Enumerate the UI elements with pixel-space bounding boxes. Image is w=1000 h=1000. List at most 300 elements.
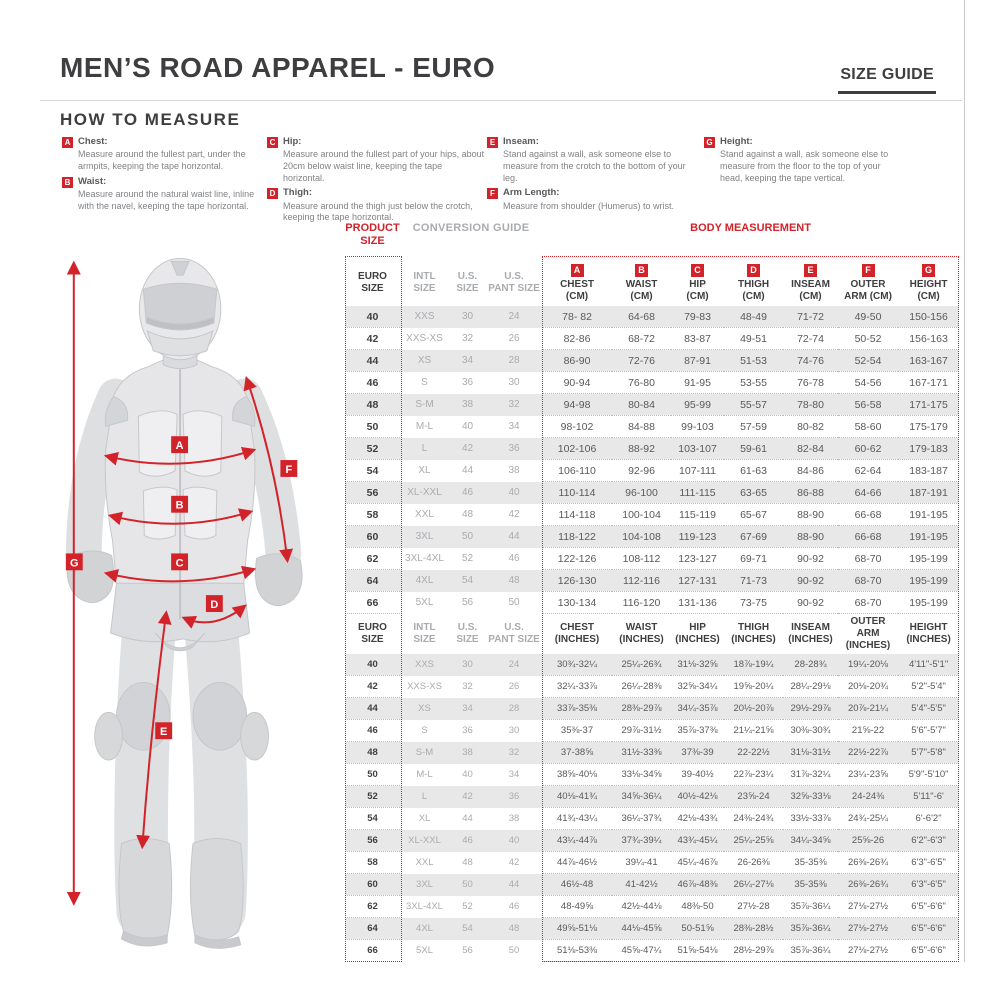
size-value-cell: 48-49 xyxy=(724,306,783,328)
euro-size-cell: 48 xyxy=(345,394,400,416)
size-value-cell: 38 xyxy=(449,394,486,416)
size-value-cell: 106-110 xyxy=(542,460,612,482)
size-value-cell: 43¾-45¼ xyxy=(671,830,724,852)
measure-item-header xyxy=(62,176,265,188)
cm-row-50 xyxy=(345,416,959,438)
size-value-cell: 30 xyxy=(508,725,520,736)
size-value-cell: 19⅝-20¼ xyxy=(724,676,783,698)
size-value-cell: 32 xyxy=(486,742,542,764)
header-divider xyxy=(40,100,962,101)
size-value-cell: 5'6"-5'7" xyxy=(898,720,959,742)
size-value-cell: 46 xyxy=(449,830,486,852)
size-value-cell: 28-28¾ xyxy=(783,654,838,676)
cm-row-40 xyxy=(345,306,959,328)
column-header-thigh: THIGH (INCHES) xyxy=(724,614,783,655)
size-value-cell: 191-195 xyxy=(898,504,959,526)
size-value-cell: XL xyxy=(418,465,431,476)
size-value-cell: XXL xyxy=(415,857,434,868)
column-header-u-s-: U.S. PANT SIZE xyxy=(486,614,542,655)
cm-row-56 xyxy=(345,482,959,504)
size-value-cell: 42 xyxy=(508,509,520,520)
size-value-cell: 150-156 xyxy=(898,306,959,328)
euro-size-cell: 54 xyxy=(345,808,400,830)
size-value-cell: 31½-33⅜ xyxy=(612,742,671,764)
measure-column xyxy=(267,136,485,227)
size-value-cell: 18⅞-19¼ xyxy=(724,654,783,676)
euro-size-cell: 60 xyxy=(345,526,400,548)
size-value-cell: XXL xyxy=(415,509,434,520)
column-header-height: HEIGHT (INCHES) xyxy=(898,614,959,655)
size-value-cell: 84-88 xyxy=(612,416,671,438)
size-value-cell: 46 xyxy=(508,901,520,912)
size-value-cell: 6'5"-6'6" xyxy=(898,896,959,918)
size-value-cell: 50-52 xyxy=(838,328,898,350)
letter-badge-d: D xyxy=(267,188,278,199)
figure-label-b: B xyxy=(175,499,184,512)
column-header-intl: INTL SIZE xyxy=(400,614,449,655)
size-value-cell: 26 xyxy=(508,333,520,344)
size-value-cell: 48 xyxy=(462,857,473,868)
inches-row-52 xyxy=(345,786,959,808)
inches-row-56 xyxy=(345,830,959,852)
size-value-cell: 60-62 xyxy=(838,438,898,460)
measure-item-header xyxy=(62,136,265,148)
inches-row-54 xyxy=(345,808,959,830)
measure-item-header xyxy=(487,187,702,199)
figure-label-c: C xyxy=(175,557,184,570)
size-value-cell: 127-131 xyxy=(671,570,724,592)
euro-size-cell: 42 xyxy=(345,676,400,698)
size-value-cell: S xyxy=(421,725,428,736)
measure-item-header xyxy=(704,136,904,148)
size-value-cell: 22-22½ xyxy=(724,742,783,764)
measure-item-header xyxy=(267,136,485,148)
euro-size-cell: 66 xyxy=(345,592,400,614)
size-value-cell: 36 xyxy=(461,377,474,388)
measure-item-e xyxy=(487,136,702,184)
size-value-cell: 69-71 xyxy=(724,548,783,570)
size-value-cell: 28⅜-28½ xyxy=(724,918,783,940)
euro-size-cell: 58 xyxy=(345,852,400,874)
size-value-cell: 43¼-44⅞ xyxy=(542,830,612,852)
size-value-cell: 88-92 xyxy=(612,438,671,460)
size-value-cell: 30¾-32¼ xyxy=(542,654,612,676)
column-header-thigh: D THIGH (CM) xyxy=(737,264,770,302)
section-header-body_measurement: BODY MEASUREMENT xyxy=(690,222,811,234)
size-value-cell: XS xyxy=(400,698,449,720)
euro-size-cell: 46 xyxy=(345,372,400,394)
figure-label-e: E xyxy=(160,726,168,739)
size-value-cell: 56-58 xyxy=(838,394,898,416)
size-value-cell: 38 xyxy=(508,465,520,476)
size-value-cell: 191-195 xyxy=(898,526,959,548)
size-value-cell: 35⅞-36¼ xyxy=(783,918,838,940)
size-value-cell: 54 xyxy=(449,570,486,592)
letter-badge-a: A xyxy=(62,137,73,148)
euro-size-cell: 64 xyxy=(345,918,400,940)
size-value-cell: 82-84 xyxy=(783,438,838,460)
size-value-cell: 42 xyxy=(449,786,486,808)
size-value-cell: 179-183 xyxy=(898,438,959,460)
size-value-cell: XL-XXL xyxy=(400,830,449,852)
size-value-cell: 30 xyxy=(449,654,486,676)
size-value-cell: 34 xyxy=(508,769,520,780)
size-value-cell: 28 xyxy=(486,698,542,720)
size-value-cell: XS xyxy=(400,350,449,372)
measure-item-text: Stand against a wall, ask someone else to measure from the crotch to the bottom of your leg. xyxy=(503,149,686,183)
size-value-cell: 78- 82 xyxy=(542,306,612,328)
measure-item-label: Thigh: xyxy=(283,187,313,199)
size-value-cell: 99-103 xyxy=(671,416,724,438)
size-value-cell: XXS-XS xyxy=(407,681,442,692)
size-value-cell: 56 xyxy=(462,945,473,956)
measure-item-label: Arm Length: xyxy=(503,187,560,199)
size-value-cell: 130-134 xyxy=(542,592,612,614)
size-value-cell: 74-76 xyxy=(783,350,838,372)
size-value-cell: 51⅛-53⅜ xyxy=(542,940,612,962)
size-value-cell: 116-120 xyxy=(612,592,671,614)
size-value-cell: 25¼-25⅝ xyxy=(724,830,783,852)
size-value-cell: 31⅛-32⅝ xyxy=(671,654,724,676)
euro-size-cell: 44 xyxy=(345,698,400,720)
size-value-cell: 39-40½ xyxy=(671,764,724,786)
size-value-cell: 34¼-35⅞ xyxy=(671,698,724,720)
size-value-cell: 187-191 xyxy=(898,482,959,504)
size-value-cell: 111-115 xyxy=(671,482,724,504)
size-value-cell: 88-90 xyxy=(783,504,838,526)
size-value-cell: 4XL xyxy=(400,570,449,592)
size-value-cell: 26 xyxy=(508,681,520,692)
inches-row-44 xyxy=(345,698,959,720)
size-value-cell: 163-167 xyxy=(898,350,959,372)
size-value-cell: 57-59 xyxy=(724,416,783,438)
size-value-cell: 34 xyxy=(449,350,486,372)
size-value-cell: 76-78 xyxy=(783,372,838,394)
size-value-cell: 23¼-23⅝ xyxy=(838,764,898,786)
size-value-cell: 44⅛-45⅝ xyxy=(612,918,671,940)
size-value-cell: 49-50 xyxy=(838,306,898,328)
size-value-cell: 40½-42⅛ xyxy=(671,786,724,808)
euro-size-cell: 58 xyxy=(345,504,400,526)
size-value-cell: 46⅞-48⅜ xyxy=(671,874,724,896)
euro-size-cell: 52 xyxy=(345,786,400,808)
cm-row-44 xyxy=(345,350,959,372)
size-value-cell: 68-70 xyxy=(838,570,898,592)
size-value-cell: 6'2"-6'3" xyxy=(898,830,959,852)
cm-row-62 xyxy=(345,548,959,570)
size-value-cell: 32¼-33⅞ xyxy=(542,676,612,698)
size-value-cell: 4'11"-5'1" xyxy=(898,654,959,676)
section-header-product_size: PRODUCT SIZE xyxy=(345,222,400,247)
size-value-cell: 92-96 xyxy=(612,460,671,482)
size-value-cell: 46½-48 xyxy=(542,874,612,896)
euro-size-cell: 44 xyxy=(345,350,400,372)
letter-badge-e: E xyxy=(487,137,498,148)
size-value-cell: 107-111 xyxy=(671,460,724,482)
figure-label-a: A xyxy=(175,440,184,453)
column-header-hip: C HIP (CM) xyxy=(686,264,709,302)
size-value-cell: 76-80 xyxy=(612,372,671,394)
size-value-cell: 68-72 xyxy=(612,328,671,350)
size-value-cell: 38 xyxy=(449,742,486,764)
size-value-cell: 36 xyxy=(462,725,473,736)
size-value-cell: 51-53 xyxy=(724,350,783,372)
cm-row-48 xyxy=(345,394,959,416)
size-value-cell: 37⅜-39 xyxy=(671,742,724,764)
size-value-cell: 28 xyxy=(486,350,542,372)
size-value-cell: 72-74 xyxy=(783,328,838,350)
size-value-cell: 45¼-46⅞ xyxy=(671,852,724,874)
size-value-cell: 3XL-4XL xyxy=(406,901,443,912)
size-value-cell: 58-60 xyxy=(838,416,898,438)
size-value-cell: 59-61 xyxy=(724,438,783,460)
size-value-cell: 39¼-41 xyxy=(612,852,671,874)
euro-size-cell: 40 xyxy=(345,306,400,328)
size-value-cell: 49⅝-51⅛ xyxy=(542,918,612,940)
size-value-cell: 51⅝-54⅛ xyxy=(671,940,724,962)
size-value-cell: 48 xyxy=(486,570,542,592)
size-value-cell: 156-163 xyxy=(898,328,959,350)
measure-item-c xyxy=(267,136,485,184)
size-value-cell: 42⅛-43¾ xyxy=(671,808,724,830)
measure-item-header xyxy=(487,136,702,148)
measure-item-text: Measure around the fullest part, under the armpits, keeping the tape horizontal. xyxy=(78,149,246,172)
column-letter-badge-d: D xyxy=(747,264,760,277)
size-value-cell: XXS xyxy=(400,654,449,676)
cm-row-64 xyxy=(345,570,959,592)
size-value-cell: 65-67 xyxy=(724,504,783,526)
letter-badge-f: F xyxy=(487,188,498,199)
size-value-cell: 53-55 xyxy=(724,372,783,394)
size-value-cell: 95-99 xyxy=(671,394,724,416)
size-value-cell: 26¼-28⅜ xyxy=(612,676,671,698)
size-value-cell: 34¼-34⅝ xyxy=(783,830,838,852)
size-value-cell: 21⅝-22 xyxy=(838,720,898,742)
column-header-height: G HEIGHT (CM) xyxy=(909,264,948,302)
size-value-cell: 40 xyxy=(462,769,473,780)
figure-label-g: G xyxy=(70,557,79,570)
size-value-cell: 46 xyxy=(508,553,520,564)
euro-size-cell: 52 xyxy=(345,438,400,460)
column-letter-badge-a: A xyxy=(571,264,584,277)
size-value-cell: 3XL-4XL xyxy=(405,553,444,564)
size-value-cell: 48⅜-50 xyxy=(671,896,724,918)
size-value-cell: 40⅛-41¾ xyxy=(542,786,612,808)
size-value-cell: 24-24⅜ xyxy=(838,786,898,808)
figure-label-d: D xyxy=(210,599,219,612)
inches-row-66 xyxy=(345,940,959,962)
size-value-cell: 5'11"-6' xyxy=(898,786,959,808)
letter-badge-b: B xyxy=(62,177,73,188)
size-value-cell: 126-130 xyxy=(542,570,612,592)
euro-size-cell: 64 xyxy=(345,570,400,592)
size-value-cell: 27⅛-27½ xyxy=(838,896,898,918)
size-value-cell: 90-92 xyxy=(783,570,838,592)
cm-row-46 xyxy=(345,372,959,394)
how-to-measure-list xyxy=(62,136,922,227)
size-value-cell: 5'7"-5'8" xyxy=(898,742,959,764)
measure-item-label: Waist: xyxy=(78,175,107,187)
size-value-cell: 54-56 xyxy=(838,372,898,394)
column-header-waist: B WAIST (CM) xyxy=(625,264,658,302)
size-value-cell: 55-57 xyxy=(724,394,783,416)
size-value-cell: 5XL xyxy=(416,945,433,956)
size-value-cell: 86-88 xyxy=(783,482,838,504)
page-right-border xyxy=(964,0,965,962)
size-value-cell: 46 xyxy=(449,482,486,504)
measure-item-text: Measure around the fullest part of your hips, about 20cm below waist line, keeping the tape horizontal. xyxy=(283,149,485,183)
size-value-cell: 5'9"-5'10" xyxy=(898,764,959,786)
size-value-cell: 44 xyxy=(486,526,542,548)
size-value-cell: 131-136 xyxy=(671,592,724,614)
size-value-cell: 38⅝-40⅛ xyxy=(542,764,612,786)
size-value-cell: 36 xyxy=(486,786,542,808)
inches-row-50 xyxy=(345,764,959,786)
size-value-cell: 80-82 xyxy=(783,416,838,438)
size-value-cell: 21¼-21⅝ xyxy=(724,720,783,742)
size-value-cell: 52-54 xyxy=(838,350,898,372)
size-value-cell: 24 xyxy=(486,306,542,328)
size-value-cell: 25⅝-26 xyxy=(838,830,898,852)
size-value-cell: XL xyxy=(418,813,431,824)
cm-row-52 xyxy=(345,438,959,460)
size-value-cell: 38 xyxy=(508,813,520,824)
size-value-cell: 79-83 xyxy=(671,306,724,328)
size-value-cell: 61-63 xyxy=(724,460,783,482)
size-value-cell: 42 xyxy=(508,857,520,868)
inches-row-46 xyxy=(345,720,959,742)
size-value-cell: 54 xyxy=(449,918,486,940)
column-header-u-s-: U.S. PANT SIZE xyxy=(488,271,540,294)
size-value-cell: 36 xyxy=(486,438,542,460)
size-value-cell: 84-86 xyxy=(783,460,838,482)
size-value-cell: 29½-29⅞ xyxy=(783,698,838,720)
measure-item-a xyxy=(62,136,265,173)
size-value-cell: 68-70 xyxy=(838,548,898,570)
size-value-cell: 66-68 xyxy=(838,526,898,548)
measure-item-text: Measure around the thigh just below the crotch, keeping the tape horizontal. xyxy=(283,200,473,223)
section-header-conversion_guide: CONVERSION GUIDE xyxy=(412,222,530,234)
size-value-cell: 28¼-29⅛ xyxy=(783,676,838,698)
measure-column xyxy=(487,136,702,227)
size-value-cell: 52 xyxy=(462,901,473,912)
size-value-cell: 40 xyxy=(486,482,542,504)
size-value-cell: 28⅜-29⅞ xyxy=(612,698,671,720)
size-value-cell: 6'5"-6'6" xyxy=(898,918,959,940)
size-guide-tab[interactable]: SIZE GUIDE xyxy=(838,66,936,94)
size-value-cell: 183-187 xyxy=(898,460,959,482)
size-value-cell: 27½-28 xyxy=(724,896,783,918)
column-header-u-s-: U.S. SIZE xyxy=(456,271,479,294)
measurement-figure xyxy=(44,244,342,986)
size-value-cell: 33⅞-35⅜ xyxy=(542,698,612,720)
size-value-cell: 26¼-27⅛ xyxy=(724,874,783,896)
size-value-cell: 35-35⅜ xyxy=(783,874,838,896)
size-table-container xyxy=(345,218,959,962)
euro-size-cell: 50 xyxy=(345,764,400,786)
size-value-cell: 34 xyxy=(508,421,520,432)
size-value-cell: 66-68 xyxy=(838,504,898,526)
size-value-cell: 22½-22⅞ xyxy=(838,742,898,764)
size-value-cell: 35⅞-36¼ xyxy=(783,896,838,918)
size-value-cell: 102-106 xyxy=(542,438,612,460)
size-value-cell: 50 xyxy=(508,597,520,608)
euro-size-cell: 40 xyxy=(345,654,400,676)
size-value-cell: 6'3"-6'5" xyxy=(898,852,959,874)
size-value-cell: 63-65 xyxy=(724,482,783,504)
column-letter-badge-b: B xyxy=(635,264,648,277)
size-value-cell: 3XL xyxy=(400,874,449,896)
size-value-cell: 36¼-37¾ xyxy=(612,808,671,830)
inches-row-58 xyxy=(345,852,959,874)
inches-header-row xyxy=(345,614,959,655)
size-value-cell: 86-90 xyxy=(542,350,612,372)
size-value-cell: 30⅜-30¾ xyxy=(783,720,838,742)
column-header-chest: A CHEST (CM) xyxy=(560,264,594,302)
inches-row-40 xyxy=(345,654,959,676)
letter-badge-g: G xyxy=(704,137,715,148)
inches-row-42 xyxy=(345,676,959,698)
measure-item-label: Chest: xyxy=(78,136,108,147)
size-value-cell: 110-114 xyxy=(542,482,612,504)
size-value-cell: 24 xyxy=(486,654,542,676)
size-value-cell: L xyxy=(400,438,449,460)
column-letter-badge-e: E xyxy=(804,264,817,277)
cm-row-58 xyxy=(345,504,959,526)
size-value-cell: 50 xyxy=(449,526,486,548)
size-value-cell: 26-26⅜ xyxy=(724,852,783,874)
size-value-cell: 19¼-20⅛ xyxy=(838,654,898,676)
measure-item-text: Measure around the natural waist line, inline with the navel, keeping the tape horizontal. xyxy=(78,189,255,211)
euro-size-cell: 48 xyxy=(345,742,400,764)
size-value-cell: 5XL xyxy=(415,597,434,608)
size-value-cell: 175-179 xyxy=(898,416,959,438)
size-value-cell: L xyxy=(400,786,449,808)
size-value-cell: S-M xyxy=(400,394,449,416)
size-value-cell: 25¼-26¾ xyxy=(612,654,671,676)
size-value-cell: 35-35⅜ xyxy=(783,852,838,874)
size-value-cell: 48-49⅝ xyxy=(542,896,612,918)
size-value-cell: 96-100 xyxy=(612,482,671,504)
size-value-cell: 35⅞-37⅜ xyxy=(671,720,724,742)
size-value-cell: 41¾-43¼ xyxy=(542,808,612,830)
size-value-cell: XXS xyxy=(400,306,449,328)
inches-row-64 xyxy=(345,918,959,940)
column-header-inseam: INSEAM (INCHES) xyxy=(783,614,838,655)
euro-size-cell: 56 xyxy=(345,830,400,852)
euro-size-cell: 54 xyxy=(345,460,400,482)
measure-item-label: Inseam: xyxy=(503,136,539,147)
size-value-cell: 56 xyxy=(461,597,474,608)
size-value-cell: 100-104 xyxy=(612,504,671,526)
inches-row-48 xyxy=(345,742,959,764)
column-header-u-s-: U.S. SIZE xyxy=(449,614,486,655)
size-value-cell: 50 xyxy=(508,945,520,956)
size-value-cell: 42 xyxy=(449,438,486,460)
size-value-cell: 29⅞-31½ xyxy=(612,720,671,742)
size-value-cell: 26⅜-26¾ xyxy=(838,852,898,874)
measure-item-text: Stand against a wall, ask someone else to measure from the floor to the top of your head, keeping the tape vertical. xyxy=(720,149,889,183)
size-value-cell: 44⅞-46½ xyxy=(542,852,612,874)
size-value-cell: 30 xyxy=(508,377,520,388)
size-value-cell: 26⅜-26¾ xyxy=(838,874,898,896)
size-value-cell: 34⅝-36¼ xyxy=(612,786,671,808)
size-value-cell: 71-72 xyxy=(783,306,838,328)
euro-size-cell: 60 xyxy=(345,874,400,896)
size-value-cell: 88-90 xyxy=(783,526,838,548)
size-value-cell: 6'3"-6'5" xyxy=(898,874,959,896)
size-value-cell: 114-118 xyxy=(542,504,612,526)
